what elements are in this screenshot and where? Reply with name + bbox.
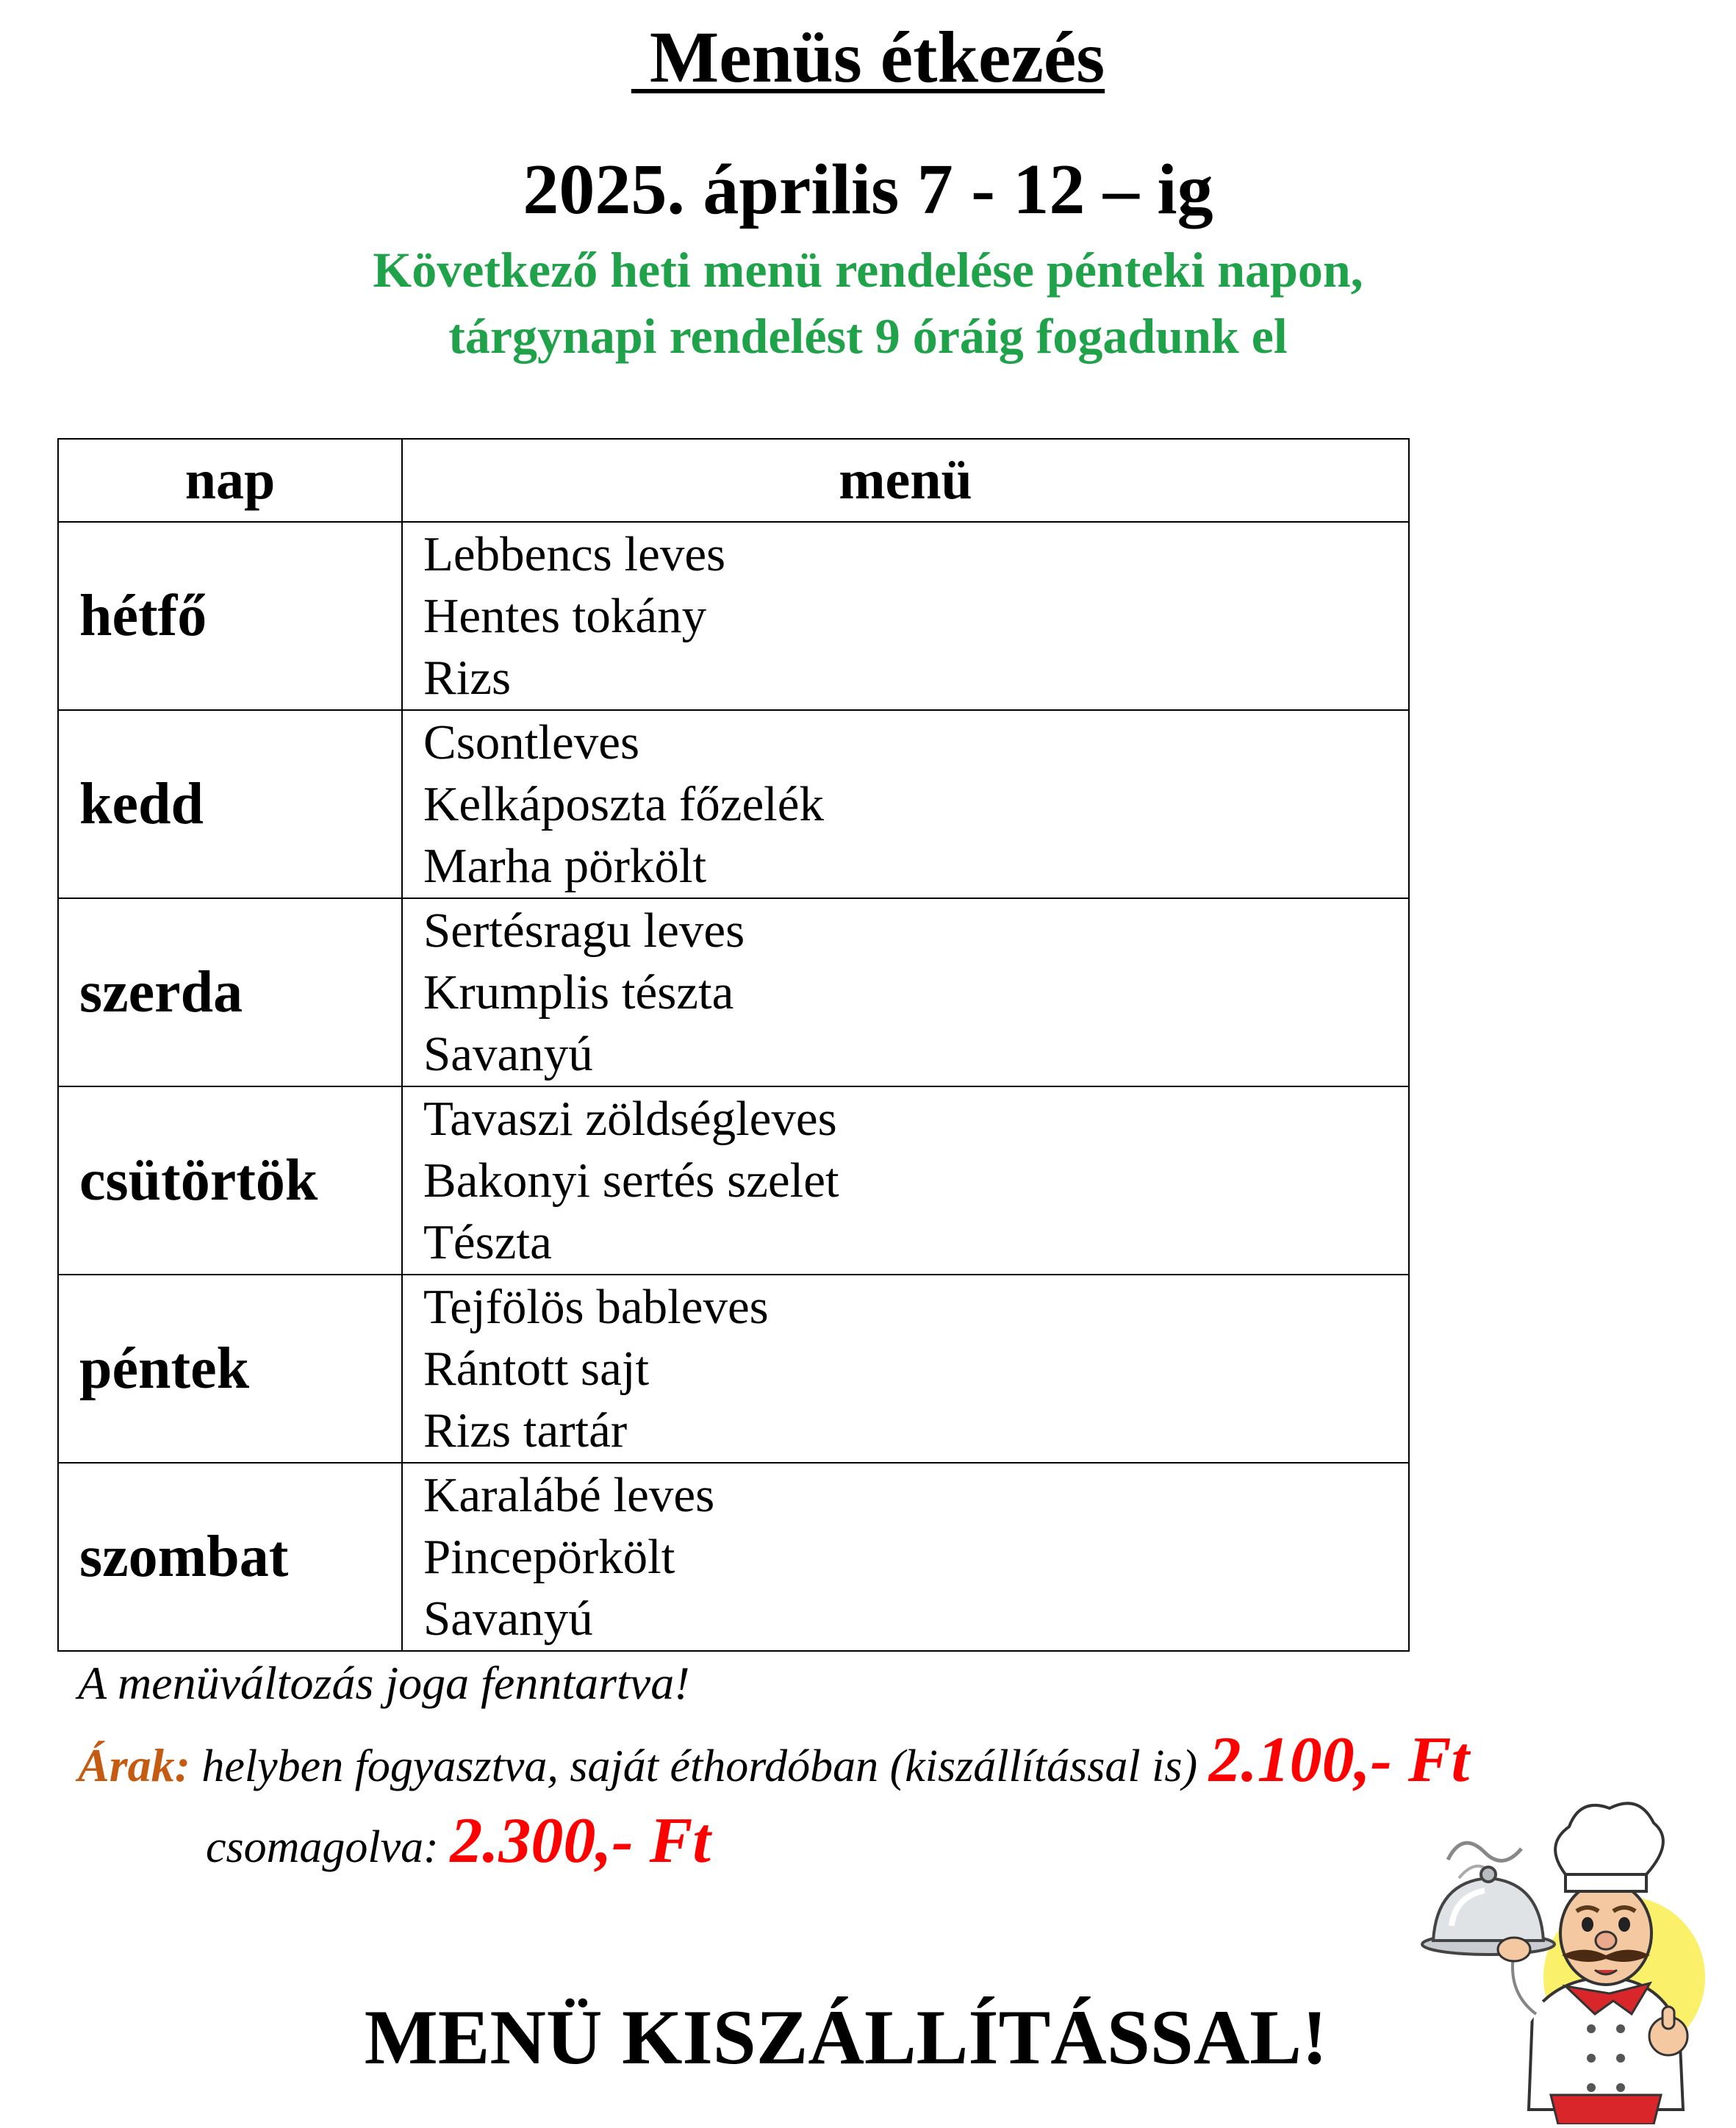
dishes-cell	[402, 710, 1409, 898]
dish-soup: Tavaszi zöldségleves	[423, 1092, 837, 1146]
prices-text: helyben fogyasztva, saját éthordóban (kiszállítással is)	[190, 1741, 1209, 1791]
dish-side: Rizs	[423, 651, 512, 705]
dishes-cell	[402, 522, 1409, 710]
disclaimer: A menüváltozás joga fenntartva!	[78, 1657, 690, 1709]
dish-side: Savanyú	[423, 1591, 593, 1646]
table-header-row	[58, 439, 1409, 522]
dish-main: Bakonyi sertés szelet	[423, 1153, 839, 1208]
price-packed: 2.300,- Ft	[450, 1805, 711, 1877]
dishes-cell	[402, 898, 1409, 1086]
date-range: 2025. április 7 - 12 – ig	[523, 150, 1213, 229]
dish-side: Savanyú	[423, 1027, 593, 1081]
dish-main: Kelkáposzta főzelék	[423, 777, 825, 831]
day-cell: péntek	[58, 1275, 402, 1463]
order-notice	[0, 237, 1736, 369]
packed-text: csomagolva:	[206, 1822, 451, 1872]
header-menu: menü	[402, 439, 1409, 522]
table-row	[58, 1463, 1409, 1651]
dish-main: Hentes tokány	[423, 589, 707, 643]
dish-soup: Karalábé leves	[423, 1468, 715, 1522]
header-day: nap	[58, 439, 402, 522]
price-standard: 2.100,- Ft	[1208, 1724, 1470, 1796]
order-notice-line-1: Következő heti menü rendelése pénteki napon,	[373, 242, 1363, 298]
dish-soup: Csontleves	[423, 715, 640, 770]
day-cell: kedd	[58, 710, 402, 898]
chef-illustration-icon	[1404, 1794, 1727, 2124]
dish-main: Rántott sajt	[423, 1341, 650, 1396]
table-row	[58, 1275, 1409, 1463]
dishes-cell	[402, 1275, 1409, 1463]
prices-line	[78, 1724, 1470, 1799]
menu-table	[57, 438, 1410, 1652]
dishes-cell	[402, 1086, 1409, 1275]
table-row	[58, 898, 1409, 1086]
dish-side: Rizs tartár	[423, 1403, 628, 1458]
table-row	[58, 522, 1409, 710]
dish-side: Tészta	[423, 1215, 552, 1269]
dish-side: Marha pörkölt	[423, 839, 707, 893]
delivery-banner: MENÜ KISZÁLLÍTÁSSAL!	[364, 1994, 1328, 2080]
table-row	[58, 1086, 1409, 1275]
dish-soup: Lebbencs leves	[423, 527, 726, 581]
day-cell: csütörtök	[58, 1086, 402, 1275]
prices-label: Árak:	[78, 1739, 190, 1791]
dishes-cell	[402, 1463, 1409, 1651]
dish-soup: Sertésragu leves	[423, 903, 745, 958]
day-cell: szombat	[58, 1463, 402, 1651]
dish-soup: Tejfölös bableves	[423, 1280, 769, 1334]
dish-main: Pincepörkölt	[423, 1530, 675, 1584]
day-cell: szerda	[58, 898, 402, 1086]
page-title: Menüs étkezés	[631, 16, 1105, 98]
packed-price-line	[206, 1805, 711, 1884]
dish-main: Krumplis tészta	[423, 965, 734, 1020]
table-row	[58, 710, 1409, 898]
day-cell: hétfő	[58, 522, 402, 710]
order-notice-line-2: tárgynapi rendelést 9 óráig fogadunk el	[448, 308, 1288, 364]
